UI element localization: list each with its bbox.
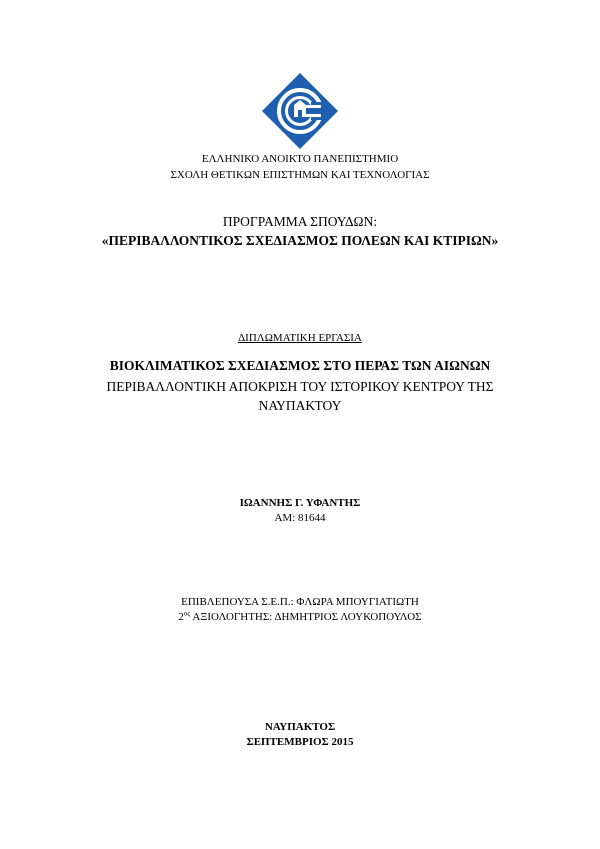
thesis-type: ΔΙΠΛΩΜΑΤΙΚΗ ΕΡΓΑΣΙΑ (238, 332, 362, 344)
second-examiner (0, 611, 600, 623)
author-id: ΑΜ: 81644 (274, 512, 326, 524)
university-emblem-icon (261, 72, 339, 150)
footer-place: ΝΑΥΠΑΚΤΟΣ (264, 721, 336, 733)
thesis-title: ΒΙΟΚΛΙΜΑΤΙΚΟΣ ΣΧΕΔΙΑΣΜΟΣ ΣΤΟ ΠΕΡΑΣ ΤΩΝ ΑΙΩΝΩΝ (109, 358, 491, 373)
second-examiner-ordinal-suffix: ος (183, 609, 191, 618)
thesis-subtitle-line2: ΝΑΥΠΑΚΤΟΥ (258, 398, 342, 413)
second-examiner-ordinal: 2 (178, 611, 184, 623)
program-label: ΠΡΟΓΡΑΜΜΑ ΣΠΟΥΔΩΝ: (222, 214, 378, 229)
school-name: ΣΧΟΛΗ ΘΕΤΙΚΩΝ ΕΠΙΣΤΗΜΩΝ ΚΑΙ ΤΕΧΝΟΛΟΓΙΑΣ (170, 169, 430, 181)
second-examiner-text: ΑΞΙΟΛΟΓΗΤΗΣ: ΔΗΜΗΤΡΙΟΣ ΛΟΥΚΟΠΟΥΛΟΣ (190, 611, 422, 623)
thesis-subtitle-line1: ΠΕΡΙΒΑΛΛΟΝΤΙΚΗ ΑΠΟΚΡΙΣΗ ΤΟΥ ΙΣΤΟΡΙΚΟΥ ΚΕΝΤΡΟΥ ΤΗΣ (106, 379, 494, 394)
footer-date: ΣΕΠΤΕΜΒΡΙΟΣ 2015 (246, 736, 354, 748)
university-name: ΕΛΛΗΝΙΚΟ ΑΝΟΙΚΤΟ ΠΑΝΕΠΙΣΤΗΜΙΟ (201, 153, 399, 165)
author-name: ΙΩΑΝΝΗΣ Γ. ΥΦΑΝΤΗΣ (239, 497, 361, 509)
supervisor: ΕΠΙΒΛΕΠΟΥΣΑ Σ.Ε.Π.: ΦΛΩΡΑ ΜΠΟΥΓΙΑΤΙΩΤΗ (181, 596, 419, 608)
program-name: «ΠΕΡΙΒΑΛΛΟΝΤΙΚΟΣ ΣΧΕΔΙΑΣΜΟΣ ΠΟΛΕΩΝ ΚΑΙ ΚΤΙΡΙΩΝ» (101, 233, 499, 248)
